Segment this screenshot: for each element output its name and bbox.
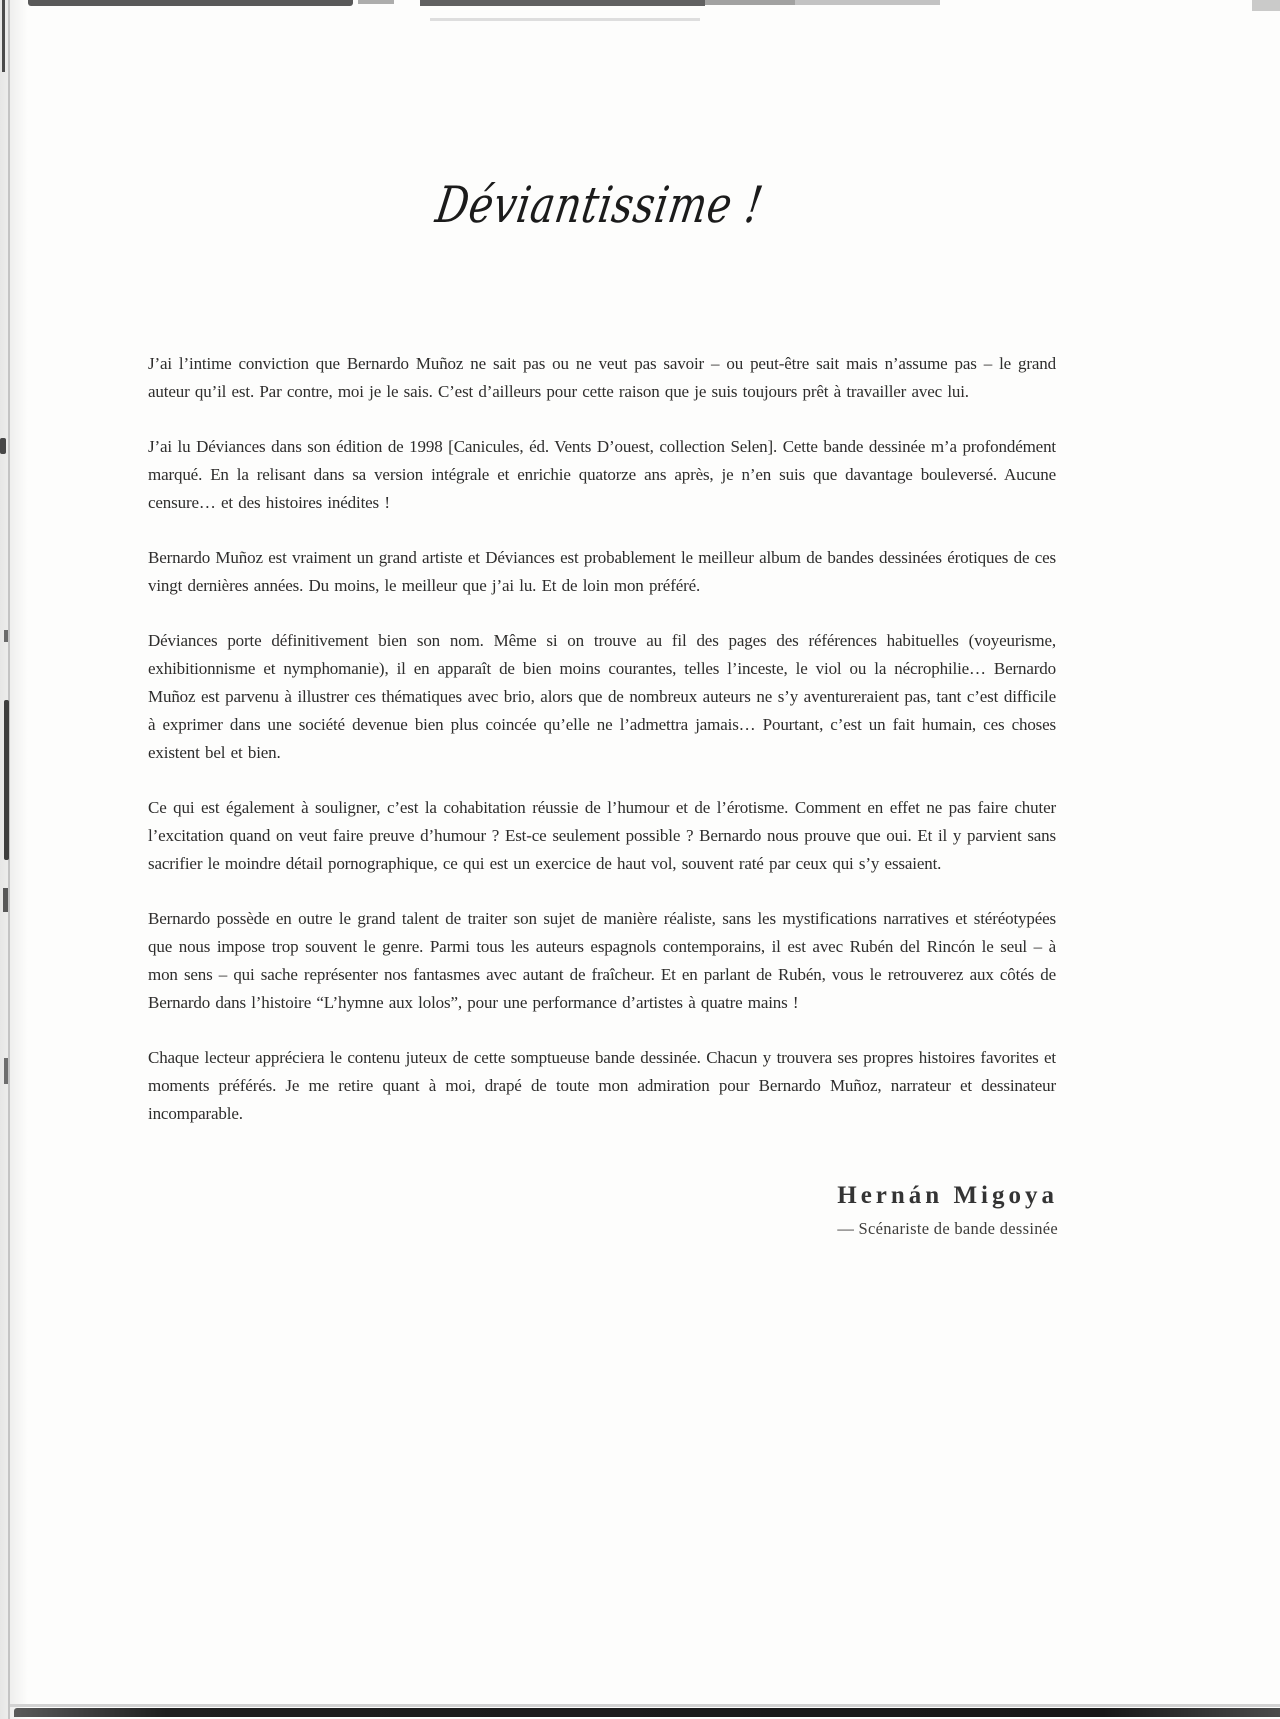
scan-artifact-left-tick-3 (3, 888, 8, 912)
scan-artifact-left-tick-2 (4, 630, 8, 642)
paragraph: J’ai l’intime conviction que Bernardo Muñoz ne sait pas ou ne veut pas savoir – ou peut-être sait mais n’assume pas – le grand auteur qu’il est. Par contre, moi je le sais. C’est d’ailleurs pour cette raison que je suis toujours prêt à travailler avec lui. (148, 354, 1056, 401)
preface-body (148, 350, 1056, 1155)
paragraph: Bernardo Muñoz est vraiment un grand artiste et Déviances est probablement le meilleur album de bandes dessinées érotiques de ces vingt dernières années. Du moins, le meilleur que j’ai lu. Et de loin mon préféré. (148, 548, 1056, 595)
paragraph: Chaque lecteur appréciera le contenu juteux de cette somptueuse bande dessinée. Chacun y trouvera ses propres histoires favorites et moments préférés. Je me retire quant à moi, drapé de toute mon admiration pour Bernardo Muñoz, narrateur et dessinateur incomparable. (148, 1048, 1056, 1123)
scan-artifact-left-bar (4, 700, 9, 860)
scan-artifact-top-strip-2 (358, 0, 394, 4)
page-gutter-shading (0, 0, 28, 1719)
scan-artifact-left-tick-1 (0, 438, 6, 454)
scan-artifact-top-strip-5 (795, 0, 940, 5)
signature-block (837, 1182, 1058, 1239)
page-title-text: Déviantissime ! (432, 176, 768, 234)
page-title (0, 176, 1240, 234)
scan-artifact-top-strip-3 (420, 0, 705, 6)
scan-artifact-left-top-mark (2, 0, 5, 72)
scan-artifact-left-tick-4 (4, 1058, 8, 1084)
scan-artifact-left-edge-line (8, 0, 10, 1719)
scan-artifact-top-right-mark (1252, 0, 1280, 11)
author-name: Hernán Migoya (837, 1182, 1058, 1209)
paragraph: Ce qui est également à souligner, c’est la cohabitation réussie de l’humour et de l’érotisme. Comment en effet ne pas faire chuter l’excitation quand on veut faire preuve d’humour ? Est-ce seulement possible ? Bernardo nous prouve que oui. Et il y parvient sans sacrifier le moindre détail pornographique, ce qui est un exercice de haut vol, souvent raté par ceux qui s’y essaient. (148, 798, 1056, 873)
scan-artifact-bottom-grey-line (10, 1704, 1280, 1707)
scan-artifact-bottom-strip (14, 1708, 1280, 1717)
paragraph: Bernardo possède en outre le grand talent de traiter son sujet de manière réaliste, sans les mystifications narratives et stéréotypées que nous impose trop souvent le genre. Parmi tous les auteurs espagnols contemporains, il est avec Rubén del Rincón le seul – à mon sens – qui sache représenter nos fantasmes avec autant de fraîcheur. Et en parlant de Rubén, vous le retrouverez aux côtés de Bernardo dans l’histoire “L’hymne aux lolos”, pour une performance d’artistes à quatre mains ! (148, 909, 1056, 1012)
paragraph: Déviances porte définitivement bien son nom. Même si on trouve au fil des pages des références habituelles (voyeurisme, exhibitionnisme et nymphomanie), il en apparaît de bien moins courantes, telles l’inceste, le viol ou la nécrophilie… Bernardo Muñoz est parvenu à illustrer ces thématiques avec brio, alors que de nombreux auteurs ne s’y aventureraient pas, tant c’est difficile à exprimer dans une société devenue bien plus coincée qu’elle ne l’admettra jamais… Pourtant, c’est un fait humain, ces choses existent bel et bien. (148, 631, 1056, 762)
scan-artifact-top-strip-1 (28, 0, 353, 6)
author-role: — Scénariste de bande dessinée (837, 1219, 1058, 1238)
scan-artifact-top-strip-4 (705, 0, 795, 5)
paragraph: J’ai lu Déviances dans son édition de 1998 [Canicules, éd. Vents D’ouest, collection Selen]. Cette bande dessinée m’a profondément marqué. En la relisant dans sa version intégrale et enrichie quatorze ans après, je n’en suis que davantage bouleversé. Aucune censure… et des histoires inédites ! (148, 437, 1056, 512)
scan-artifact-top-smudge (430, 18, 700, 21)
